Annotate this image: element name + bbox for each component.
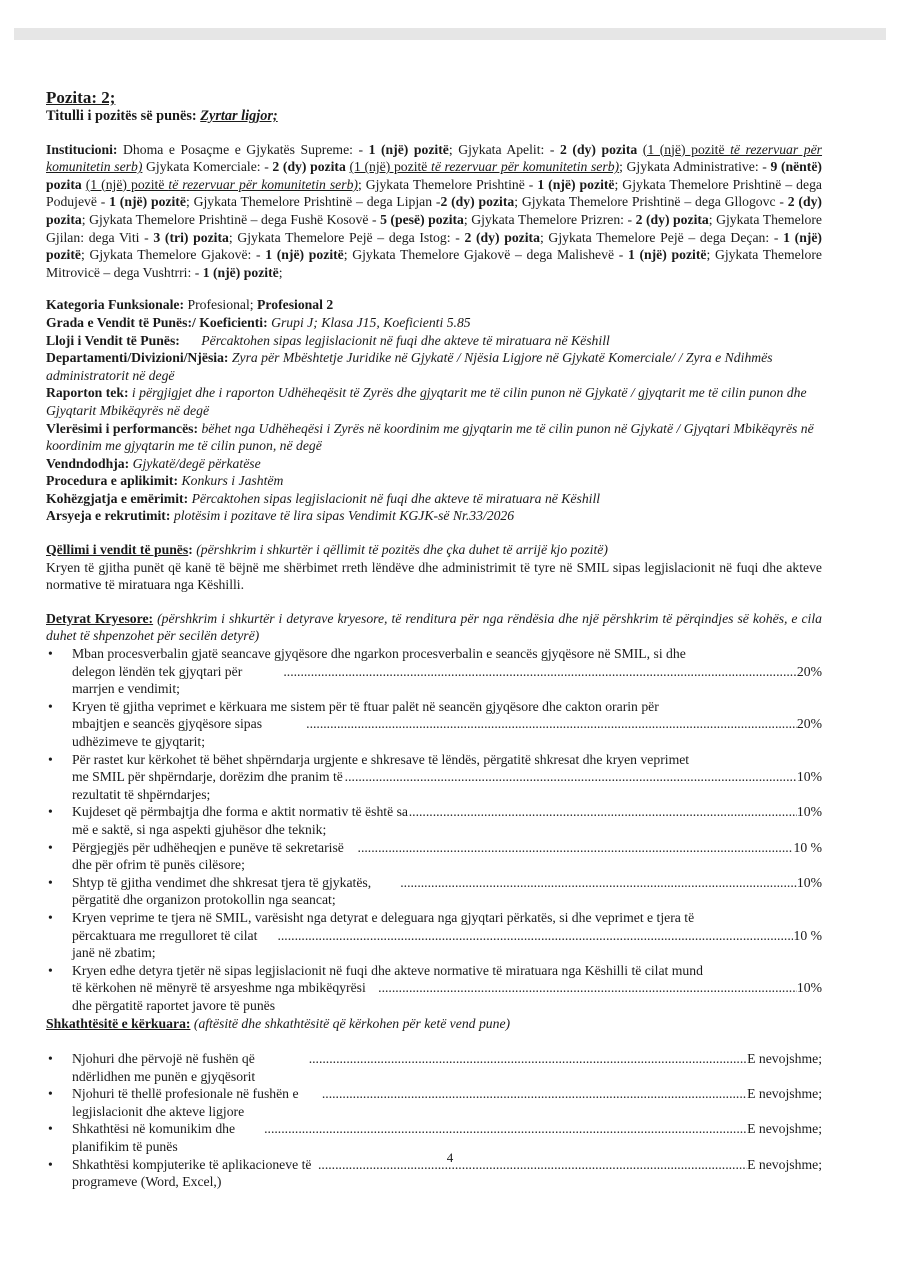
dot-leader [400,874,797,892]
duty-text: • Mban procesverbalin gjatë seancave gjyqësore dhe ngarkon procesverbalin e seancës gjyqësore në SMIL, si dhe [72,646,686,662]
duty-percentage: 10% [796,874,822,890]
duty-item [46,874,822,909]
institution-segment: 1 (një) pozitë [109,194,186,210]
institution-segment: ; Gjykata Themelore Prishtinë – dega Fushë Kosovë - [81,211,381,227]
duty-percentage: 10 % [793,839,822,855]
duty-item [46,909,822,962]
kategoria-value: Profesional; [187,297,254,313]
vleresimi-label: Vlerësimi i performancës: [46,420,199,436]
institution-segment: 2 (dy) pozita [440,194,515,210]
procedura-value: Konkurs i Jashtëm [181,473,284,489]
skill-requirement: E nevojshme; [747,1086,822,1102]
duty-text-end: me SMIL për shpërndarje, dorëzim dhe pranim të rezultatit të shpërndarjes; [72,769,343,802]
institution-segment: 2 (dy) pozita [272,159,346,175]
arsyeja-label: Arsyeja e rekrutimit: [46,508,171,524]
dot-leader [264,1120,747,1138]
duty-last-line [72,803,822,838]
lloji-value: Përcaktohen sipas legjislacionit në fuqi dhe akteve të miratuara në Këshill [201,332,610,348]
institution-segment: ; Gjykata Themelore Prishtinë - [357,176,538,192]
document-page [46,88,822,1191]
institution-segment: ; Gjykata Themelore Gjakovë – dega Malishevë - [343,247,628,263]
raporton-value: i përgjigjet dhe i raporton Udhëheqësit të Zyrës dhe gjyqtarit me të cilin punon në Gjykatë / gjyqtarit me të cilin punon dhe Gjyqtarit Mbikëqyrës në degë [46,385,807,418]
kategoria-label: Kategoria Funksionale: [46,297,185,313]
page-number: 4 [446,1150,454,1165]
duty-percentage: 10% [796,769,822,785]
dot-leader [358,839,794,857]
duty-last-line [72,663,822,698]
duty-item [46,698,822,751]
skill-text: • Njohuri të thellë profesionale në fushën e legjislacionit dhe akteve ligjore [72,1086,299,1119]
vendndodhja-label: Vendndodhja: [46,455,130,471]
duty-last-line [72,768,822,803]
institution-segment: të rezervuar për komunitetin serb) [46,141,823,175]
duties-list [46,645,822,1014]
institution-segment: 2 (dy) pozita [635,211,709,227]
skill-text: • Njohuri dhe përvojë në fushën që ndërlidhen me punën e gjyqësorit [72,1051,256,1084]
institution-segment: ; Gjykata Themelore Prishtinë – dega Podujevë - [46,176,822,210]
duty-text: • Kryen të gjitha veprimet e kërkuara me sistem për të ftuar palët në seancën gjyqësore dhe cakton orarin për [72,698,659,714]
qellimi-text: Kryen të gjitha punët që kanë të bëjnë me shërbimet rreth lëndëve dhe administrimit të tyre në SMIL sipas legjislacionit në fuqi dhe akteve normative të miratuara nga Këshilli. [46,559,822,593]
dot-leader [378,979,797,997]
duty-text-end: • Përgjegjës për udhëheqjen e punëve të sekretarisë dhe për ofrim të punës cilësore; [72,839,344,873]
institution-segment: ; [278,264,283,280]
dot-leader [345,768,797,786]
dot-leader [309,1050,747,1068]
skill-item [46,1050,822,1085]
skill-text: • Shkathtësi kompjuterike të aplikacioneve të programeve (Word, Excel,) [72,1156,312,1190]
procedura-row [46,472,822,490]
qellimi-heading: Qëllimi i vendit të punës [46,542,189,558]
institution-segment: 1 (një) pozitë [368,141,449,157]
duty-text-end: • Shtyp të gjitha vendimet dhe shkresat tjera të gjykatës, përgatitë dhe organizon protokollin nga seancat; [72,874,372,908]
grada-label: Grada e Vendit të Punës:/ Koeficienti: [46,314,268,330]
job-title-label: Titulli i pozitës së punës: [46,108,197,124]
detyrat-heading-line [46,610,822,645]
skill-text: • Shkathtësi në komunikim dhe planifikim të punës [72,1121,236,1155]
institution-segment: Dhoma e Posaçme e Gjykatës Supreme: - [123,141,369,157]
duty-text-end: delegon lëndën tek gjyqtari për marrjen e vendimit; [72,663,243,697]
institution-segment: (1 (një) pozitë [85,176,169,192]
departamenti-row [46,349,822,384]
procedura-label: Procedura e aplikimit: [46,473,179,489]
raporton-label: Raporton tek: [46,385,129,401]
skill-item [46,1085,822,1120]
departamenti-label: Departamenti/Divizioni/Njësia: [46,350,229,366]
institution-segment: 2 (dy) pozita [46,194,822,227]
institution-paragraph [46,141,822,282]
vendndodhja-row [46,455,822,473]
duty-last-line [72,874,822,909]
kategoria-row [46,296,822,314]
duty-percentage: 20% [796,663,822,679]
skill-requirement: E nevojshme; [747,1156,822,1172]
institution-segment: 1 (një) pozitë [537,176,615,192]
institution-segment: 1 (një) pozitë [202,264,279,280]
institution-segment: ; Gjykata Themelore Prishtinë – dega Lipjan - [185,194,441,210]
institution-segment: 9 (nëntë) pozita [46,159,822,192]
duty-last-line [72,927,822,962]
arsyeja-row [46,507,822,525]
lloji-row [46,332,822,350]
lloji-label: Lloji i Vendit të Punës: [46,332,180,348]
institution-segment: të rezervuar për komunitetin serb) [168,176,358,192]
duty-text: • Kryen edhe detyra tjetër në sipas legjislacionit në fuqi dhe akteve normative të miratuara nga Këshilli të cilat mund [72,962,703,978]
qellimi-section [46,541,822,594]
detyrat-section [46,610,822,1015]
duty-last-line [72,715,822,750]
vleresimi-value: bëhet nga Udhëheqësi i Zyrës në koordinim me gjyqtarin me të cilin punon në Gjykatë / Gjyqtari Mbikëqyrës në koordinim me gjyqtarin me të cilin punon, në degë [46,420,814,454]
dot-leader [283,663,797,681]
institution-segment: 1 (një) pozitë [627,247,707,263]
skill-requirement: E nevojshme; [747,1121,822,1137]
institution-segment: 1 (një) pozitë [46,229,822,263]
duty-item [46,645,822,698]
duty-text: • Kryen veprime te tjera në SMIL, varësisht nga detyrat e deleguara nga gjyqtari përkatës, si dhe veprimet e tjera të [72,909,695,925]
institution-segment: ; Gjykata Themelore Prizren: - [463,211,636,227]
dot-leader [409,803,797,821]
institution-segment: ; Gjykata Themelore Pejë – dega Deçan: - [539,229,784,245]
duty-last-line [72,979,822,1014]
institution-segment: të rezervuar për komunitetin serb) [431,159,620,175]
duty-percentage: 20% [796,716,822,732]
skill-line [72,1085,822,1120]
duty-percentage: 10 % [793,927,822,943]
job-title-value: Zyrtar ligjor; [200,108,278,124]
position-title: Pozita: 2; [46,88,116,107]
shkathtesite-heading: Shkathtësitë e kërkuara: [46,1015,191,1031]
dot-leader [277,927,793,945]
duty-item [46,751,822,804]
institution-label: Institucioni: [46,141,118,157]
skill-requirement: E nevojshme; [747,1051,822,1067]
duty-text-end: përcaktuara me rregulloret të cilat janë në zbatim; [72,927,258,961]
kategoria-value-bold: Profesional 2 [257,297,334,313]
institution-segment: Gjykata Komerciale: - [142,159,273,175]
institution-segment: ; Gjykata Themelore Gjilan: dega Viti - [46,211,822,245]
dot-leader [322,1085,747,1103]
arsyeja-value: plotësim i pozitave të lira sipas Vendimit KGJK-së Nr.33/2026 [173,508,515,524]
institution-segment: ; Gjykata Themelore Pejë – dega Istog: - [228,229,465,245]
raporton-row [46,384,822,419]
grada-value: Grupi J; Klasa J15, Koeficienti 5.85 [271,314,471,330]
kohezgjatja-label: Kohëzgjatja e emërimit: [46,490,189,506]
qellimi-heading-colon: : [188,542,193,558]
vleresimi-row [46,420,822,455]
qellimi-note: (përshkrim i shkurtër i qëllimit të pozitës dhe çka duhet të arrijë kjo pozitë) [196,542,608,558]
institution-segment: 2 (dy) pozita [560,141,638,157]
duty-item [46,803,822,838]
qellimi-heading-line [46,541,822,559]
job-title-line [46,108,822,126]
institution-segment: ; Gjykata Apelit: - [448,141,560,157]
duty-item [46,839,822,874]
duty-text-end: mbajtjen e seancës gjyqësore sipas udhëzimeve te gjyqtarit; [72,716,263,749]
duty-item [46,962,822,1015]
institution-segment: 2 (dy) pozita [464,229,540,245]
scan-header-band [14,28,886,40]
institution-segment: 5 (pesë) pozita [380,211,464,227]
details-block [46,296,822,525]
institution-segment: ; Gjykata Themelore Gjakovë: - [80,247,266,263]
duty-percentage: 10% [796,980,822,996]
duty-last-line [72,839,822,874]
duty-text: • Për rastet kur kërkohet të bëhet shpërndarja urgjente e shkresave të lëndës, përgatitë shkresat dhe kryen veprimet [72,751,690,767]
dot-leader [306,715,797,733]
vendndodhja-value: Gjykatë/degë përkatëse [132,455,261,471]
duty-percentage: 10% [796,804,822,820]
institution-segment: (1 (një) pozitë [642,141,731,157]
detyrat-heading: Detyrat Kryesore: [46,610,154,626]
skills-list [46,1050,822,1191]
institution-segment: ; Gjykata Themelore Mitrovicë – dega Vushtrri: - [46,247,822,280]
duty-text-end: • Kujdeset që përmbajtja dhe forma e aktit normativ të është sa më e saktë, si nga aspekti gjuhësor dhe teknik; [72,804,408,837]
skill-line [72,1050,822,1085]
grada-row [46,314,822,332]
institution-segment: 1 (një) pozitë [265,247,344,263]
kohezgjatja-value: Përcaktohen sipas legjislacionit në fuqi dhe akteve të miratuara në Këshill [191,490,601,506]
institution-segment: (1 (një) pozitë [349,159,432,175]
institution-text [46,142,822,280]
institution-segment: ; Gjykata Administrative: - [619,159,771,175]
shkathtesite-heading-line [46,1015,822,1033]
duty-text-end: të kërkohen në mënyrë të arsyeshme nga mbikëqyrësi dhe përgatitë raportet javore të punës [72,980,366,1013]
departamenti-value: Zyra për Mbështetje Juridike në Gjykatë / Njësia Ligjore në Gjykatë Komerciale/ / Zyra e Ndihmës administratorit në degë [46,350,773,383]
institution-segment: 3 (tri) pozita [153,229,229,245]
detyrat-note: (përshkrim i shkurtër i detyrave kryesore, të renditura për nga rëndësia dhe një përshkrim të përqindjes së kohës, e cila duhet të shpenzohet për secilën detyrë) [46,610,823,644]
kohezgjatja-row [46,490,822,508]
institution-segment: ; Gjykata Themelore Prishtinë – dega Gllogovc - [514,194,788,210]
shkathtesite-note: (aftësitë dhe shkathtësitë që kërkohen për ketë vend pune) [193,1015,511,1031]
